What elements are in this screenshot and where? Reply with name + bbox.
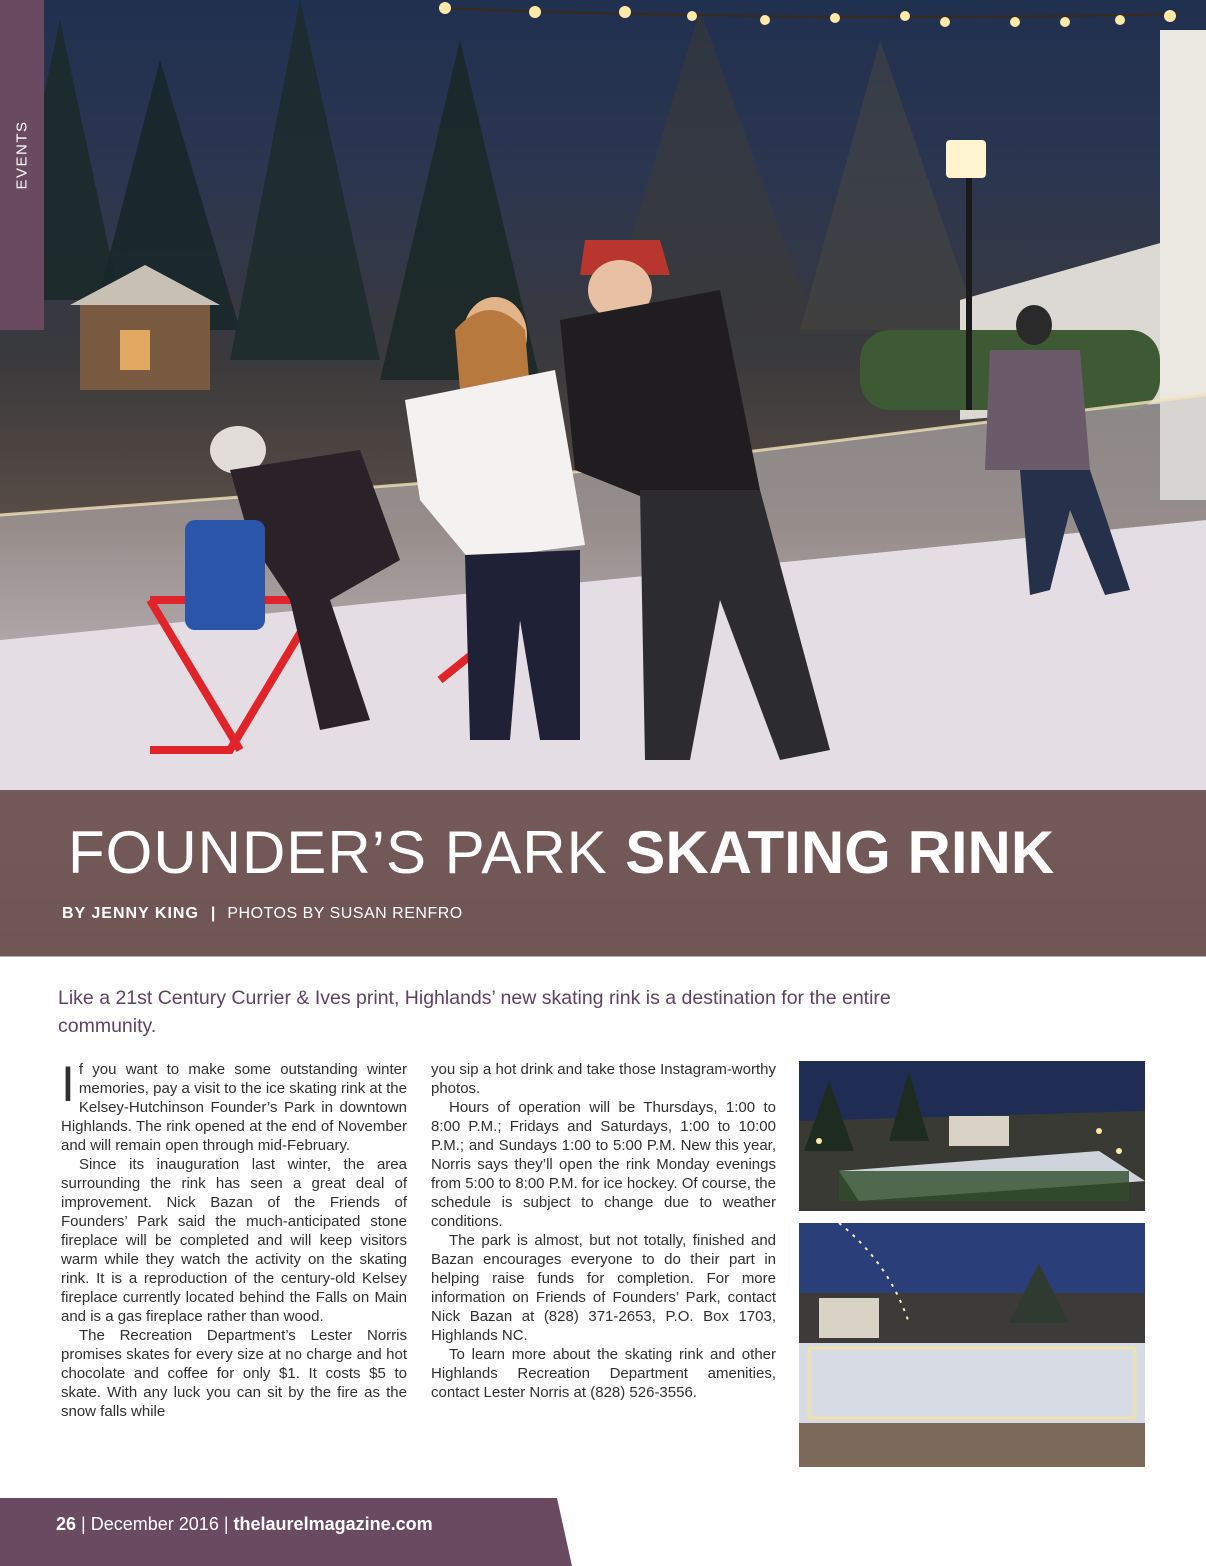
paragraph-2: Since its inauguration last winter, the area surrounding the rink has seen a great deal of improvement. Nick Bazan of the Friends of Founders’ Park said the much-anticipated stone fireplace will be completed and will keep visitors warm while they watch the activity on the skating rink. It is a reproduction of the century-old Kelsey fireplace currently located behind the Falls on Main and is a gas fireplace rather than wood.: [61, 1156, 407, 1325]
paragraph-4: you sip a hot drink and take those Instagram-worthy photos.: [431, 1061, 776, 1097]
byline-separator: |: [210, 905, 216, 922]
footer-separator-2: |: [223, 1514, 229, 1534]
drop-cap: I: [61, 1056, 75, 1112]
rink-photo-night-illustration: [799, 1223, 1145, 1467]
rink-photo-aerial: [799, 1061, 1145, 1211]
rink-photo-aerial-illustration: [799, 1061, 1145, 1211]
paragraph-1: [61, 1056, 407, 1155]
article-column-2: [431, 1060, 776, 1402]
byline: [62, 905, 463, 923]
byline-author: BY JENNY KING: [62, 905, 199, 922]
byline-photos: PHOTOS BY SUSAN RENFRO: [227, 905, 463, 922]
section-tab-label-wrap: [0, 0, 44, 330]
title-light: FOUNDER’S PARK: [68, 819, 608, 886]
rink-photo-night: [799, 1223, 1145, 1467]
section-label: EVENTS: [13, 120, 31, 190]
page-number: 26: [56, 1514, 77, 1534]
issue-date: December 2016: [90, 1514, 219, 1534]
paragraph-3: The Recreation Department’s Lester Norris promises skates for every size at no charge and hot chocolate and coffee for only $1. It costs $5 to skate. With any luck you can sit by the fire as the snow falls while: [61, 1327, 407, 1420]
article-dek: Like a 21st Century Currier & Ives print, Highlands’ new skating rink is a destination for the entire community.: [58, 987, 891, 1037]
page-footer: [56, 1514, 433, 1535]
title-bold: SKATING RINK: [625, 819, 1055, 886]
website-link[interactable]: thelaurelmagazine.com: [233, 1514, 433, 1534]
footer-separator-1: |: [81, 1514, 86, 1534]
paragraph-5: Hours of operation will be Thursdays, 1:00 to 8:00 P.M.; Fridays and Saturdays, 1:00 to 10:00 P.M.; and Sundays 1:00 to 5:00 P.M. New this year, Norris says they’ll open the rink Monday evenings from 5:00 to 8:00 P.M. for ice hockey. Of course, the schedule is subject to change due to weather conditions.: [431, 1099, 776, 1230]
article-column-1: [61, 1056, 407, 1421]
paragraph-6: The park is almost, but not totally, finished and Bazan encourages everyone to do their part in helping raise funds for completion. For more information on Friends of Founders’ Park, contact Nick Bazan at (828) 371-2653, P.O. Box 1703, Highlands NC.: [431, 1232, 776, 1344]
paragraph-7: To learn more about the skating rink and other Highlands Recreation Department amenities, contact Lester Norris at (828) 526-3556.: [431, 1346, 776, 1401]
article-title: [68, 818, 1054, 887]
paragraph-1-text: f you want to make some outstanding winter memories, pay a visit to the ice skating rink at the Kelsey-Hutchinson Founder’s Park in downtown Highlands. The rink opened at the end of November and will remain open through mid-February.: [61, 1061, 407, 1154]
